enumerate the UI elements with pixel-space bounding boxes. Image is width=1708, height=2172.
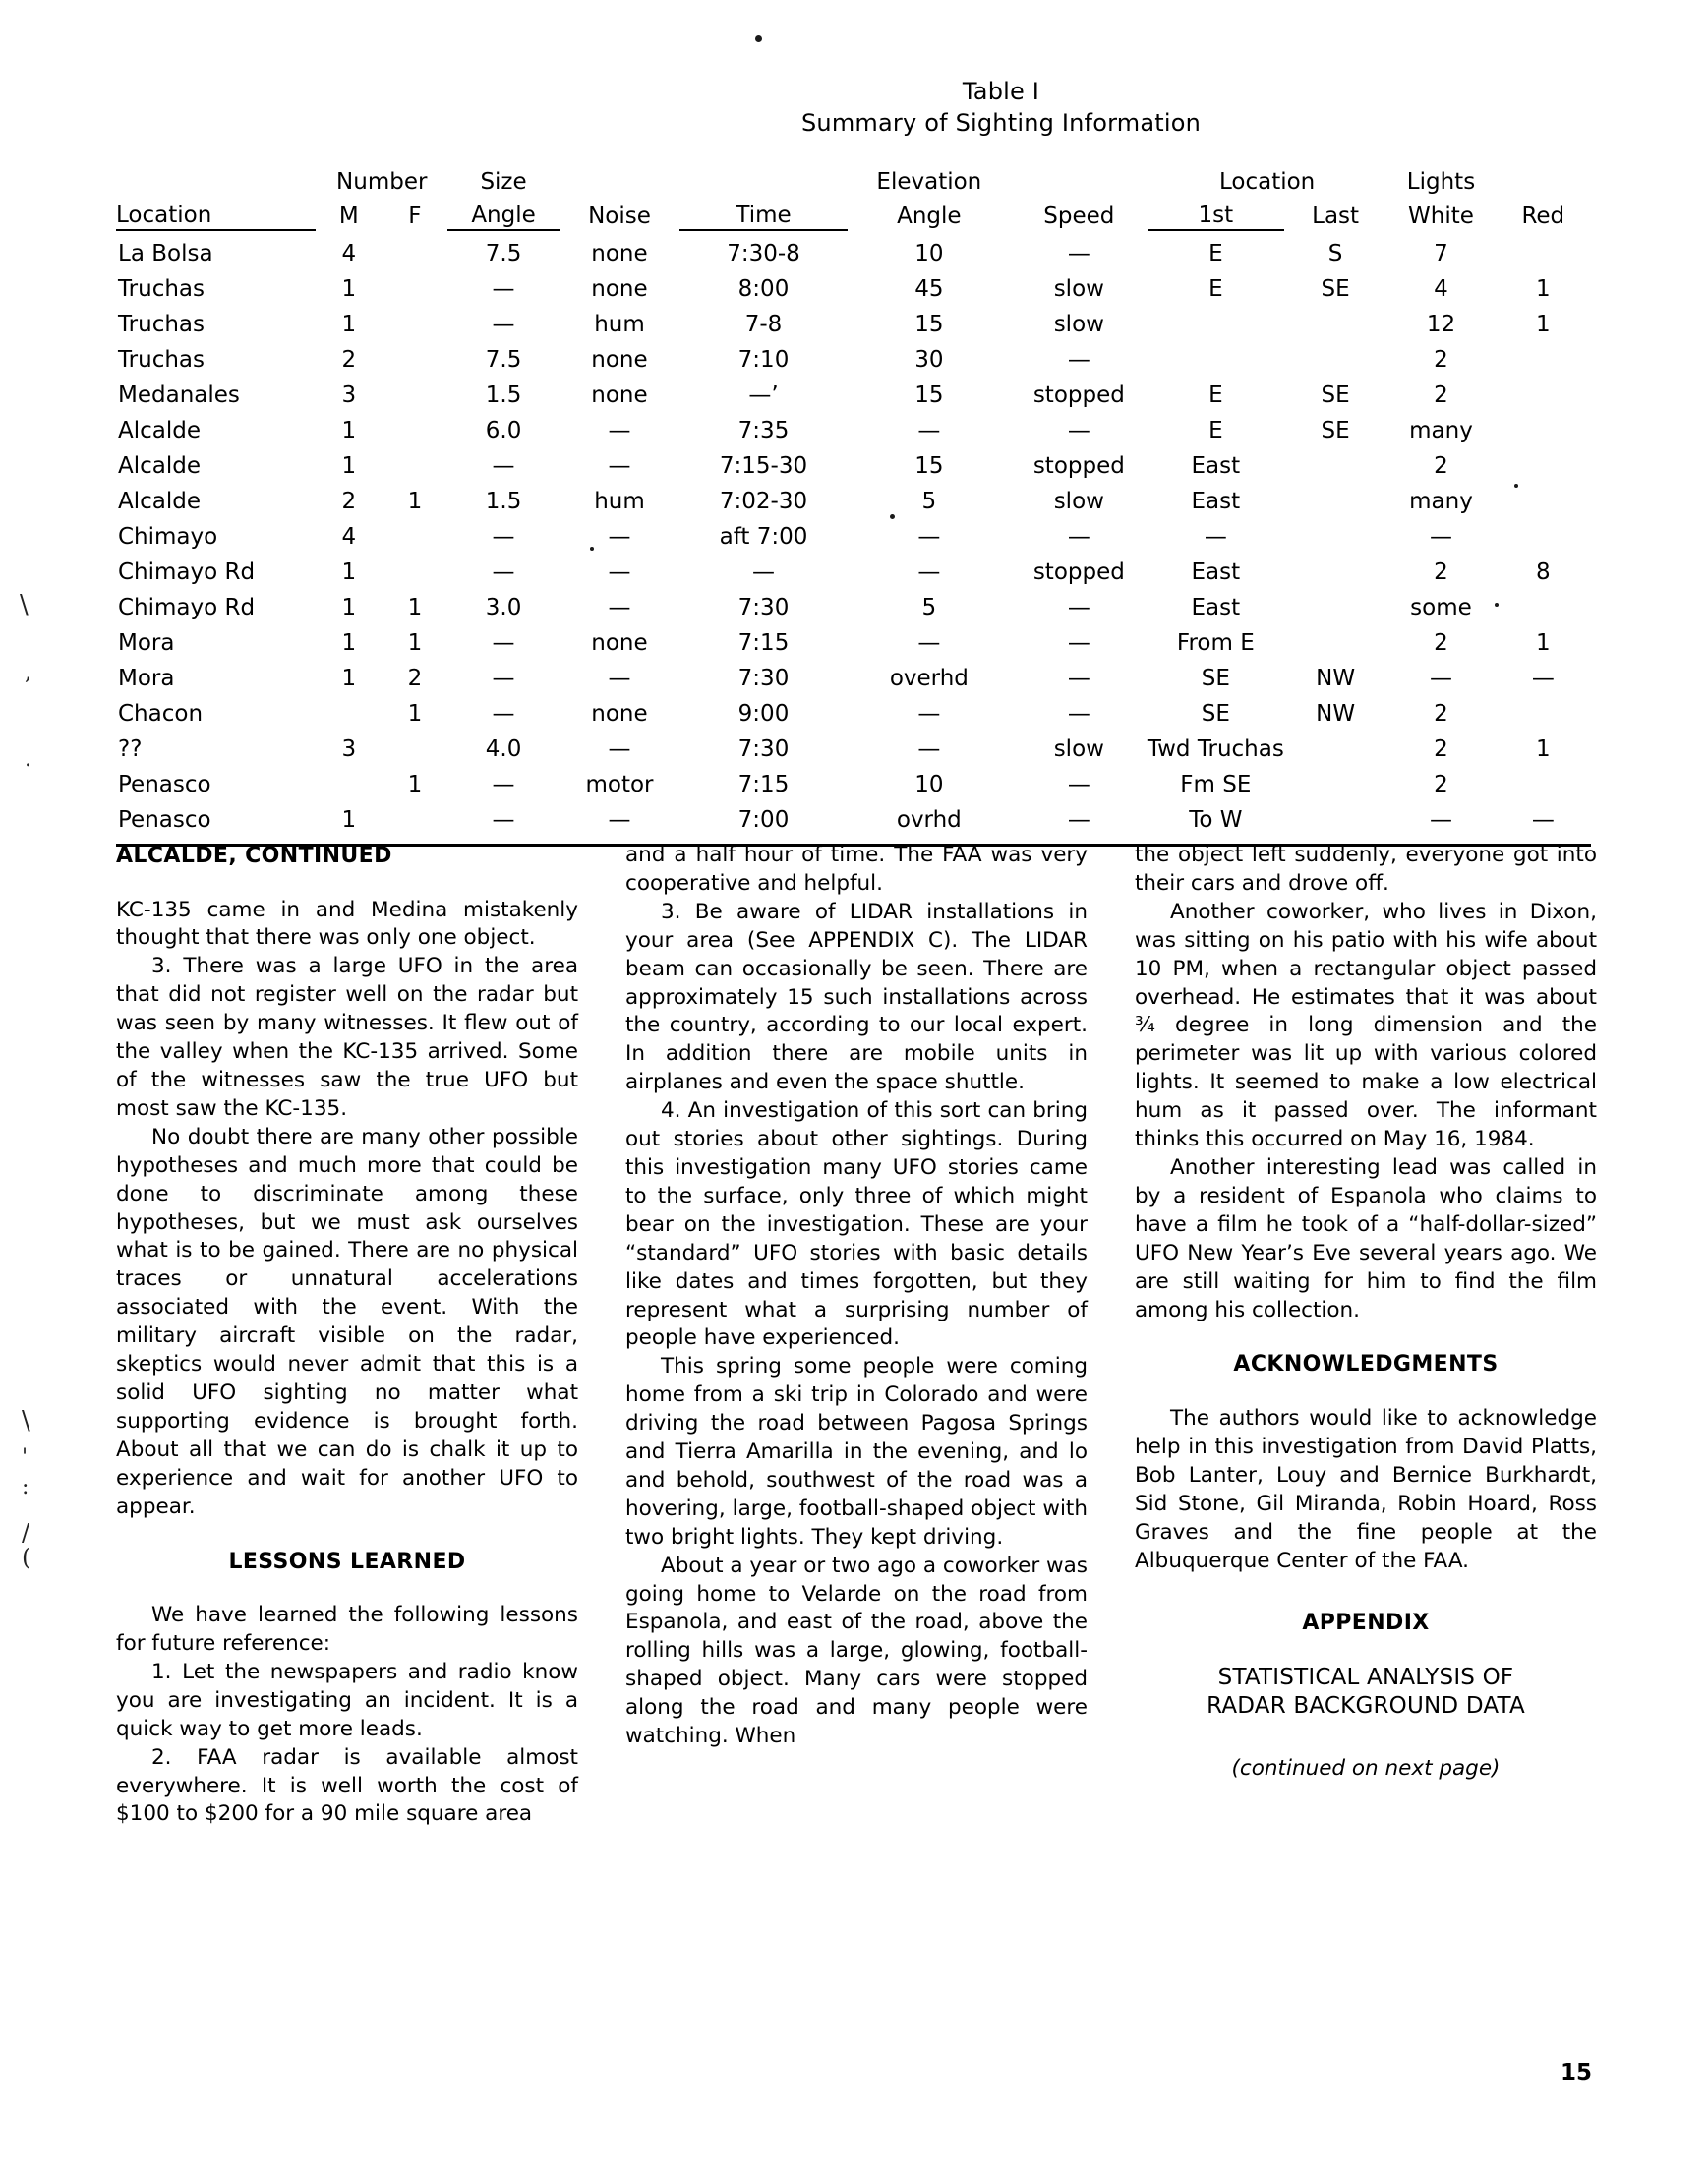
- group-header-blank-speed: [1011, 164, 1148, 195]
- cell-m: 1: [341, 807, 357, 834]
- cell-last: [1284, 802, 1387, 838]
- cell-angle: 6.0: [485, 418, 522, 444]
- col-header-size-angle: Angle: [447, 195, 560, 230]
- cell-last: [1284, 519, 1387, 555]
- cell-angle: 1.5: [485, 489, 522, 515]
- appendix-subtitle-line1: STATISTICAL ANALYSIS OF: [1217, 1665, 1514, 1690]
- scan-mark: /: [22, 1519, 30, 1547]
- cell-last: [1284, 307, 1387, 342]
- cell-red: [1496, 230, 1591, 271]
- cell-f: [382, 271, 447, 307]
- cell-1st: From E: [1176, 630, 1255, 657]
- table-row: [116, 342, 1591, 378]
- cell-speed: —: [1067, 630, 1090, 657]
- group-header-location: Location: [1218, 169, 1316, 196]
- cell-1st: East: [1191, 489, 1241, 515]
- cell-m: 1: [341, 595, 357, 621]
- col-header-elevation-angle: Angle: [897, 204, 962, 230]
- table-row: [116, 661, 1591, 696]
- heading-lessons-learned: LESSONS LEARNED: [228, 1549, 466, 1574]
- cell-red: 1: [1535, 630, 1551, 657]
- paragraph: 1. Let the newspapers and radio know you are investigating an incident. It is a quick way to get more leads.: [116, 1659, 578, 1741]
- cell-1st: East: [1191, 595, 1241, 621]
- cell-last: SE: [1321, 276, 1350, 303]
- table-row: [116, 555, 1591, 590]
- table-row: [116, 519, 1591, 555]
- cell-angle: —: [492, 312, 515, 338]
- scan-mark: \: [20, 590, 29, 619]
- cell-noise: —: [608, 559, 631, 586]
- cell-red: [1496, 413, 1591, 448]
- cell-white: 2: [1434, 453, 1448, 480]
- col-header-first-location: 1st: [1148, 195, 1284, 230]
- cell-location: Truchas: [118, 347, 206, 374]
- cell-angle: —: [492, 524, 515, 551]
- paragraph: the object left suddenly, everyone got into their cars and drove off.: [1135, 843, 1597, 896]
- heading-acknowledgments: ACKNOWLEDGMENTS: [1233, 1352, 1499, 1378]
- cell-m: 2: [341, 347, 357, 374]
- scan-mark: : [22, 1304, 41, 1331]
- cell-m: [316, 767, 382, 802]
- paragraph: The authors would like to acknowledge help in this investigation from David Platts, Bob Lanter, Louy and Bernice Burkhardt, Sid Stone, Gil Miranda, Robin Hoard, Ross Graves and the fine people at the Albuquerque Center of the FAA.: [1135, 1405, 1597, 1573]
- cell-m: 3: [341, 382, 357, 409]
- group-header-size: Size: [480, 169, 527, 196]
- paragraph: Another interesting lead was called in by a resident of Espanola who claims to have a film he took of a “half-dollar-sized” UFO New Year’s Eve several years ago. We are still waiting for him to find the film among his collection.: [1135, 1154, 1597, 1322]
- cell-m: 1: [341, 418, 357, 444]
- paragraph: This spring some people were coming home from a ski trip in Colorado and were driving the road between Pagosa Springs and Tierra Amarilla in the evening, and lo and behold, southwest of the road was a hovering, large, football-shaped object with two bright lights. They kept driving.: [625, 1354, 1088, 1550]
- cell-time: 7:15: [737, 772, 790, 798]
- cell-f: [382, 802, 447, 838]
- cell-time: 7:30-8: [727, 241, 800, 267]
- group-header-blank-noise: [560, 164, 679, 195]
- cell-f: 1: [407, 772, 423, 798]
- cell-angle: —: [917, 630, 941, 657]
- table-row: [116, 732, 1591, 767]
- cell-last: [1284, 767, 1387, 802]
- table-group-header-row: [116, 164, 1591, 195]
- cell-f: 1: [407, 595, 423, 621]
- cell-1st: E: [1208, 382, 1223, 409]
- cell-last: [1284, 732, 1387, 767]
- col-header-m: M: [338, 204, 359, 230]
- cell-white: 2: [1434, 382, 1448, 409]
- cell-m: 1: [341, 312, 357, 338]
- paragraph: and a half hour of time. The FAA was very cooperative and helpful.: [625, 843, 1088, 896]
- cell-1st: E: [1208, 276, 1223, 303]
- cell-red: 1: [1535, 276, 1551, 303]
- cell-1st: SE: [1201, 701, 1230, 728]
- scan-mark: ': [22, 1445, 29, 1470]
- table-row: [116, 413, 1591, 448]
- cell-red: [1496, 342, 1591, 378]
- cell-speed: —: [1067, 524, 1090, 551]
- table-column-header-row: [116, 195, 1591, 230]
- cell-time: 8:00: [737, 276, 790, 303]
- cell-angle: —: [917, 559, 941, 586]
- cell-f: [382, 342, 447, 378]
- cell-noise: hum: [594, 489, 645, 515]
- cell-speed: stopped: [1032, 559, 1125, 586]
- table-row: [116, 378, 1591, 413]
- cell-angle: —: [492, 276, 515, 303]
- cell-last: [1284, 342, 1387, 378]
- cell-white: 2: [1434, 736, 1448, 763]
- cell-red: [1496, 519, 1591, 555]
- cell-white: 2: [1434, 630, 1448, 657]
- appendix-subtitle: [1135, 1664, 1597, 1722]
- col-header-red-lights: Red: [1521, 204, 1565, 230]
- cell-last: NW: [1316, 666, 1356, 692]
- cell-1st: East: [1191, 453, 1241, 480]
- cell-m: 3: [341, 736, 357, 763]
- cell-location: Mora: [118, 630, 175, 657]
- cell-time: 9:00: [737, 701, 790, 728]
- cell-noise: —: [608, 453, 631, 480]
- cell-f: [382, 378, 447, 413]
- paragraph: 3. Be aware of LIDAR installations in your area (See APPENDIX C). The LIDAR beam can occasionally be seen. There are approximately 15 such installations across the country, according to our local expert. In addition there are mobile units in airplanes and even the space shuttle.: [625, 899, 1088, 1095]
- cell-angle: 5: [921, 595, 937, 621]
- cell-speed: —: [1067, 666, 1090, 692]
- cell-speed: —: [1067, 347, 1090, 374]
- cell-red: [1496, 767, 1591, 802]
- group-header-lights: Lights: [1406, 169, 1476, 196]
- sighting-summary-table: [116, 164, 1591, 838]
- cell-red: [1496, 484, 1591, 519]
- cell-noise: none: [591, 382, 648, 409]
- cell-red: [1496, 448, 1591, 484]
- cell-m: 1: [341, 276, 357, 303]
- cell-last: SE: [1321, 418, 1350, 444]
- cell-red: [1496, 378, 1591, 413]
- cell-white: 2: [1434, 559, 1448, 586]
- cell-angle: 15: [914, 382, 944, 409]
- cell-white: 2: [1434, 347, 1448, 374]
- cell-angle: 3.0: [485, 595, 522, 621]
- cell-noise: none: [591, 276, 648, 303]
- cell-angle: 1.5: [485, 382, 522, 409]
- paragraph: No doubt there are many other possible hypotheses and much more that could be done to discriminate among these hypotheses, but we must ask ourselves what is to be gained. There are no physical traces or unnatural accelerations associated with the event. With the military aircraft visible on the radar, skeptics would never admit that this is a solid UFO sighting no matter what supporting evidence is brought forth. About all that we can do is chalk it up to experience and wait for another UFO to appear.: [116, 1124, 578, 1519]
- cell-m: 1: [341, 630, 357, 657]
- table-row: [116, 767, 1591, 802]
- cell-f: 2: [407, 666, 423, 692]
- table-body: [116, 230, 1591, 838]
- cell-red: —: [1531, 666, 1555, 692]
- cell-1st: Twd Truchas: [1147, 736, 1284, 763]
- cell-noise: —: [608, 595, 631, 621]
- cell-red: 1: [1535, 736, 1551, 763]
- group-header-elevation: Elevation: [876, 169, 982, 196]
- cell-noise: —: [608, 666, 631, 692]
- appendix-subtitle-line2: RADAR BACKGROUND DATA: [1207, 1693, 1525, 1720]
- cell-m: 2: [341, 489, 357, 515]
- table-row: [116, 448, 1591, 484]
- cell-white: some: [1410, 595, 1472, 621]
- cell-speed: —: [1067, 701, 1090, 728]
- cell-location: Alcalde: [118, 453, 202, 480]
- col-header-white-lights: White: [1408, 204, 1474, 230]
- cell-location: Chimayo Rd: [118, 559, 256, 586]
- table-head: [116, 164, 1591, 230]
- scan-mark: .: [25, 747, 31, 772]
- cell-m: 1: [341, 453, 357, 480]
- cell-white: 2: [1434, 701, 1448, 728]
- cell-noise: —: [608, 418, 631, 444]
- col-header-location: Location: [116, 195, 316, 230]
- group-header-blank: [116, 164, 316, 195]
- cell-f: 1: [407, 489, 423, 515]
- cell-noise: none: [591, 701, 648, 728]
- table-row: [116, 802, 1591, 838]
- cell-angle: 10: [914, 772, 944, 798]
- cell-speed: slow: [1053, 736, 1104, 763]
- cell-time: 7:35: [737, 418, 790, 444]
- cell-white: 4: [1434, 276, 1448, 303]
- cell-white: 2: [1434, 772, 1448, 798]
- table-row: [116, 307, 1591, 342]
- group-header-blank-red: [1496, 164, 1591, 195]
- cell-angle: —: [492, 807, 515, 834]
- table-row: [116, 696, 1591, 732]
- col-header-speed: Speed: [1043, 204, 1115, 230]
- table-row: [116, 230, 1591, 271]
- cell-location: Truchas: [118, 276, 206, 303]
- cell-noise: motor: [585, 772, 654, 798]
- cell-last: S: [1327, 240, 1343, 266]
- cell-angle: —: [492, 559, 515, 586]
- cell-speed: —: [1067, 772, 1090, 798]
- cell-time: —’: [748, 382, 779, 409]
- body-columns: [116, 842, 1601, 1829]
- cell-location: Alcalde: [118, 489, 202, 515]
- cell-time: 7:00: [737, 807, 790, 834]
- cell-red: 8: [1535, 559, 1551, 586]
- cell-location: Chimayo: [118, 524, 218, 551]
- cell-angle: 45: [914, 276, 944, 303]
- cell-angle: 10: [914, 240, 944, 266]
- cell-time: 7:30: [737, 595, 790, 621]
- cell-white: —: [1429, 524, 1452, 551]
- continued-note: (continued on next page): [1231, 1755, 1501, 1781]
- cell-f: [382, 448, 447, 484]
- cell-angle: —: [492, 453, 515, 480]
- cell-angle: —: [917, 736, 941, 763]
- paragraph: 2. FAA radar is available almost everywhere. It is well worth the cost of $100 to $200 for a 90 mile square area: [116, 1744, 578, 1827]
- group-header-number: Number: [336, 169, 428, 196]
- cell-angle: 30: [914, 347, 944, 374]
- table-row: [116, 625, 1591, 661]
- heading-appendix: APPENDIX: [1302, 1611, 1430, 1636]
- cell-speed: —: [1067, 595, 1090, 621]
- scan-mark: \: [22, 1406, 30, 1436]
- table-row: [116, 590, 1591, 625]
- cell-location: Mora: [118, 666, 175, 692]
- cell-noise: none: [591, 347, 648, 374]
- cell-angle: —: [492, 772, 515, 798]
- paragraph: We have learned the following lessons for future reference:: [116, 1603, 578, 1656]
- cell-speed: slow: [1053, 489, 1104, 515]
- cell-angle: ovrhd: [896, 807, 962, 834]
- cell-m: 1: [341, 559, 357, 586]
- cell-red: —: [1531, 807, 1555, 834]
- cell-1st: [1148, 342, 1284, 378]
- col-header-last-location: Last: [1312, 204, 1360, 230]
- cell-white: many: [1409, 418, 1473, 444]
- cell-last: [1284, 448, 1387, 484]
- table-row: [116, 271, 1591, 307]
- column-two: [625, 842, 1088, 1829]
- cell-1st: Fm SE: [1180, 772, 1252, 798]
- cell-angle: —: [917, 418, 941, 444]
- cell-time: 7:30: [737, 666, 790, 692]
- cell-red: [1496, 696, 1591, 732]
- col-header-noise: Noise: [588, 204, 651, 230]
- table-row: [116, 484, 1591, 519]
- cell-f: 1: [407, 701, 423, 728]
- paragraph: KC-135 came in and Medina mistakenly thought that there was only one object.: [116, 897, 578, 951]
- page-number: 15: [1560, 2060, 1592, 2085]
- cell-speed: —: [1067, 240, 1090, 266]
- cell-angle: 7.5: [485, 241, 522, 267]
- cell-location: Medanales: [118, 382, 240, 409]
- cell-time: 7:30: [737, 736, 790, 763]
- cell-white: 7: [1434, 240, 1448, 266]
- paragraph: 4. An investigation of this sort can bring out stories about other sightings. During this investigation many UFO stories came to the surface, only three of which might bear on the investigation. These are your “standard” UFO stories with basic details like dates and times forgotten, but they represent what a surprising number of people have experienced.: [625, 1098, 1088, 1351]
- cell-noise: none: [591, 630, 648, 657]
- cell-speed: stopped: [1032, 382, 1125, 409]
- cell-m: 1: [341, 666, 357, 692]
- table-title-line2: Summary of Sighting Information: [801, 108, 1201, 137]
- cell-1st: —: [1204, 524, 1227, 551]
- cell-angle: —: [492, 630, 515, 657]
- cell-angle: 15: [914, 453, 944, 480]
- cell-white: 12: [1426, 312, 1456, 338]
- cell-speed: stopped: [1032, 453, 1125, 480]
- cell-red: 1: [1535, 312, 1551, 338]
- group-header-blank-time: [679, 164, 848, 195]
- cell-f: [382, 555, 447, 590]
- cell-m: [316, 696, 382, 732]
- cell-f: [382, 413, 447, 448]
- cell-1st: E: [1208, 241, 1223, 267]
- cell-angle: —: [917, 524, 941, 551]
- cell-1st: E: [1208, 418, 1223, 444]
- col-header-f: F: [408, 204, 422, 230]
- cell-location: La Bolsa: [118, 241, 213, 267]
- cell-angle: —: [492, 701, 515, 728]
- cell-angle: 5: [921, 489, 937, 515]
- cell-last: SE: [1321, 382, 1350, 409]
- cell-angle: 7.5: [485, 347, 522, 374]
- cell-location: ??: [118, 736, 143, 763]
- cell-time: 7-8: [744, 312, 783, 338]
- cell-noise: hum: [594, 312, 645, 338]
- cell-white: —: [1429, 807, 1452, 834]
- cell-time: 7:02-30: [719, 489, 808, 515]
- cell-1st: [1148, 307, 1284, 342]
- paragraph: 3. There was a large UFO in the area that did not register well on the radar but was seen by many witnesses. It flew out of the valley when the KC-135 arrived. Some of the witnesses saw the true UFO but most saw the KC-135.: [116, 954, 578, 1121]
- heading-alcalde-continued: ALCALDE, CONTINUED: [116, 844, 392, 868]
- table-i: [116, 77, 1591, 847]
- cell-red: [1496, 590, 1591, 625]
- cell-f: [382, 732, 447, 767]
- cell-f: 1: [407, 630, 423, 657]
- cell-time: aft 7:00: [719, 524, 808, 551]
- scan-speck: [755, 35, 762, 42]
- cell-last: NW: [1316, 701, 1356, 728]
- cell-angle: overhd: [889, 666, 969, 692]
- cell-last: [1284, 590, 1387, 625]
- cell-angle: 15: [914, 312, 944, 338]
- cell-speed: —: [1067, 807, 1090, 834]
- cell-f: [382, 230, 447, 271]
- paragraph: Another coworker, who lives in Dixon, was sitting on his patio with his wife about 10 PM, when a rectangular object passed overhead. He estimates that it was about ¾ degree in long dimension and the perimeter was lit up with various colored lights. It seemed to make a low electrical hum as it passed over. The informant thinks this occurred on May 16, 1984.: [1135, 899, 1597, 1152]
- cell-time: 7:10: [737, 347, 790, 374]
- cell-last: [1284, 625, 1387, 661]
- cell-1st: To W: [1189, 807, 1243, 834]
- cell-speed: slow: [1053, 276, 1104, 303]
- cell-angle: —: [917, 701, 941, 728]
- scan-mark: ,: [25, 661, 31, 685]
- cell-last: [1284, 484, 1387, 519]
- cell-location: Alcalde: [118, 418, 202, 444]
- table-title: [411, 77, 1591, 139]
- paragraph: About a year or two ago a coworker was going home to Velarde on the road from Espanola, and east of the road, above the rolling hills was a large, glowing, football-shaped object. Many cars were stopped along the road and many people were watching. When: [625, 1553, 1088, 1749]
- cell-1st: SE: [1201, 666, 1230, 692]
- cell-white: many: [1409, 489, 1473, 515]
- cell-noise: —: [608, 524, 631, 551]
- column-three: [1135, 842, 1597, 1829]
- cell-speed: —: [1067, 418, 1090, 444]
- scan-mark: :: [22, 1475, 29, 1499]
- cell-time: 7:15: [737, 630, 790, 657]
- cell-angle: —: [492, 666, 515, 692]
- cell-m: 4: [341, 240, 357, 266]
- cell-location: Chimayo Rd: [118, 595, 256, 621]
- cell-time: —: [752, 559, 775, 586]
- col-header-time: Time: [679, 195, 848, 230]
- cell-f: [382, 519, 447, 555]
- cell-1st: East: [1191, 559, 1241, 586]
- cell-white: —: [1429, 666, 1452, 692]
- cell-location: Chacon: [118, 701, 204, 728]
- cell-time: 7:15-30: [719, 453, 808, 480]
- column-one: [116, 842, 578, 1829]
- cell-m: 4: [341, 524, 357, 551]
- cell-f: [382, 307, 447, 342]
- cell-location: Penasco: [118, 807, 211, 834]
- table-title-line1: Table I: [962, 78, 1040, 105]
- cell-noise: —: [608, 736, 631, 763]
- cell-location: Penasco: [118, 772, 211, 798]
- scan-mark: (: [22, 1544, 31, 1571]
- cell-angle: 4.0: [485, 736, 522, 763]
- cell-last: [1284, 555, 1387, 590]
- cell-speed: slow: [1053, 312, 1104, 338]
- cell-noise: none: [591, 240, 648, 266]
- cell-location: Truchas: [118, 312, 206, 338]
- cell-noise: —: [608, 807, 631, 834]
